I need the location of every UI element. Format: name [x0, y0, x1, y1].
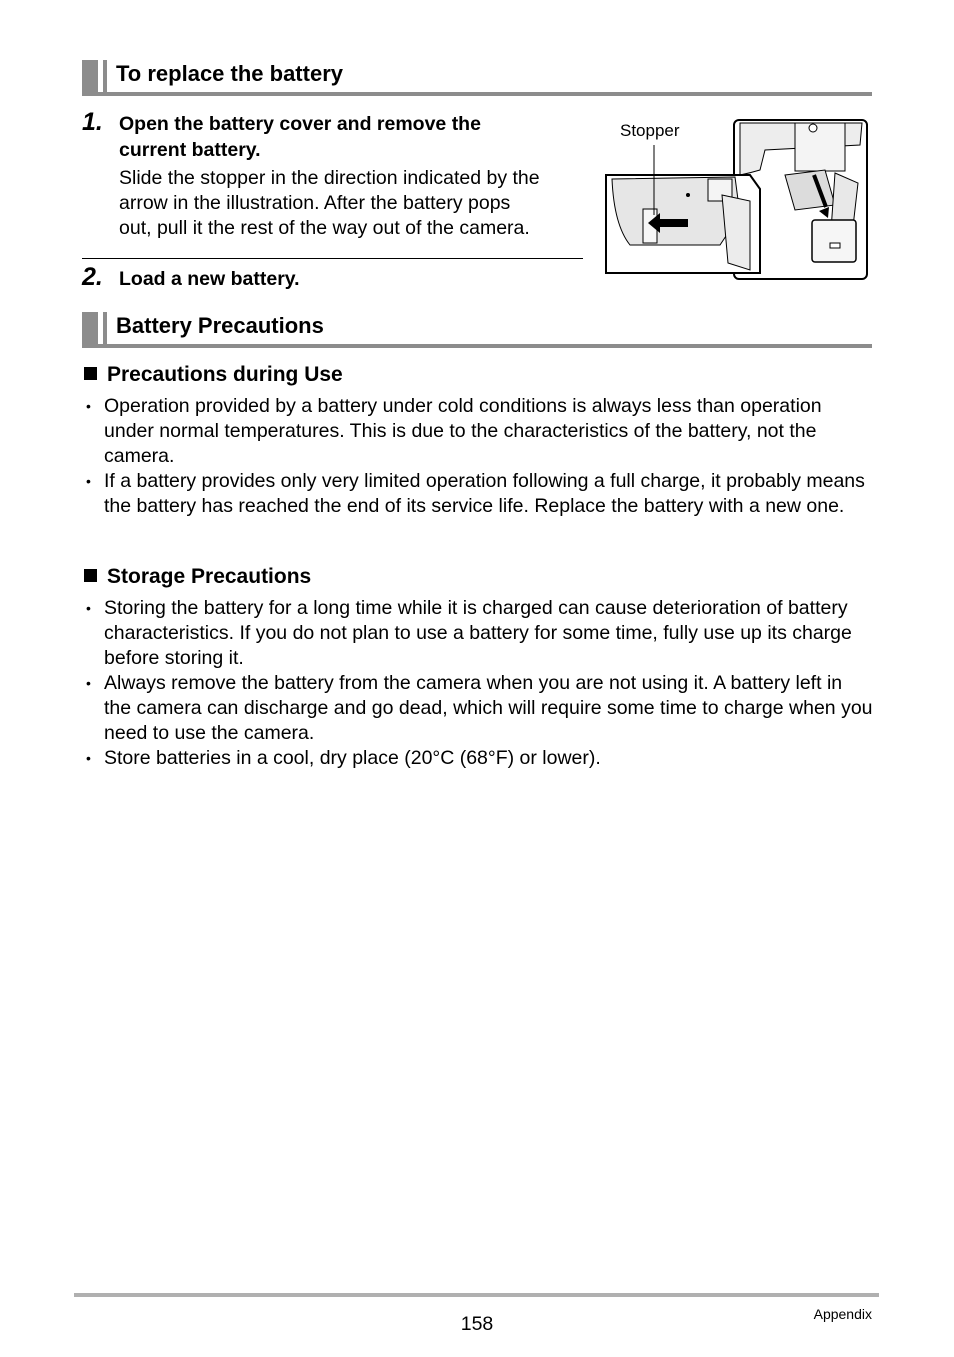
list-item-text: Storing the battery for a long time while it is charged can cause deterioration of battery characteristics. If you do not plan to use a battery for some time, fully use up its charge before storing it.	[104, 597, 852, 669]
bullet-icon: •	[86, 675, 91, 691]
step-1-title-line: current battery.	[119, 139, 261, 161]
list-item	[84, 746, 874, 771]
section-title: To replace the battery	[116, 61, 343, 86]
header-rule	[82, 344, 872, 348]
section-header-replace-battery	[82, 58, 872, 96]
list-item-text: Store batteries in a cool, dry place (20°C (68°F) or lower).	[104, 747, 601, 769]
square-bullet-icon	[84, 569, 97, 582]
storage-list	[84, 596, 874, 771]
step-2-title: Load a new battery.	[119, 268, 300, 290]
stopper-label: Stopper	[620, 121, 680, 140]
subheading-text: Storage Precautions	[107, 565, 312, 588]
subheading-storage	[84, 564, 311, 590]
during-use-list	[84, 394, 874, 519]
footer-rule	[74, 1293, 879, 1297]
footer-section-label: Appendix	[813, 1306, 872, 1322]
step-1-body-line: Slide the stopper in the direction indicated by the	[119, 167, 540, 189]
list-item	[84, 596, 874, 671]
step-1-number: 1.	[82, 108, 103, 136]
list-item-text: Always remove the battery from the camera when you are not using it. A battery left in the camera can discharge and go dead, which will require some time to charge when you need to use the camera.	[104, 672, 873, 744]
battery-removal-illustration	[600, 115, 874, 285]
section-header-battery-precautions	[82, 310, 872, 348]
list-item	[84, 469, 874, 519]
list-item-text: If a battery provides only very limited operation following a full charge, it probably means the battery has reached the end of its service life. Replace the battery with a new one.	[104, 470, 865, 517]
square-bullet-icon	[84, 367, 97, 380]
page-number: 158	[460, 1313, 494, 1335]
step-2-number: 2.	[82, 263, 103, 291]
header-marker	[82, 312, 98, 345]
section-title: Battery Precautions	[116, 313, 324, 338]
header-rule	[82, 92, 872, 96]
header-marker-thin	[103, 60, 107, 93]
bullet-icon: •	[86, 473, 91, 489]
list-item	[84, 394, 874, 469]
step-1-body-line: out, pull it the rest of the way out of the camera.	[119, 217, 530, 239]
header-marker-thin	[103, 312, 107, 345]
subheading-during-use	[84, 362, 343, 388]
header-marker	[82, 60, 98, 93]
bullet-icon: •	[86, 600, 91, 616]
step-1-title	[119, 111, 579, 163]
list-item	[84, 671, 874, 746]
bullet-icon: •	[86, 750, 91, 766]
step-1-title-line: Open the battery cover and remove the	[119, 113, 481, 135]
step-1-body	[119, 166, 589, 241]
subheading-text: Precautions during Use	[107, 363, 343, 386]
step-1-body-line: arrow in the illustration. After the battery pops	[119, 192, 511, 214]
step-divider	[82, 258, 583, 259]
list-item-text: Operation provided by a battery under cold conditions is always less than operation under normal temperatures. This is due to the characteristics of the battery, not the camera.	[104, 395, 822, 467]
bullet-icon: •	[86, 398, 91, 414]
